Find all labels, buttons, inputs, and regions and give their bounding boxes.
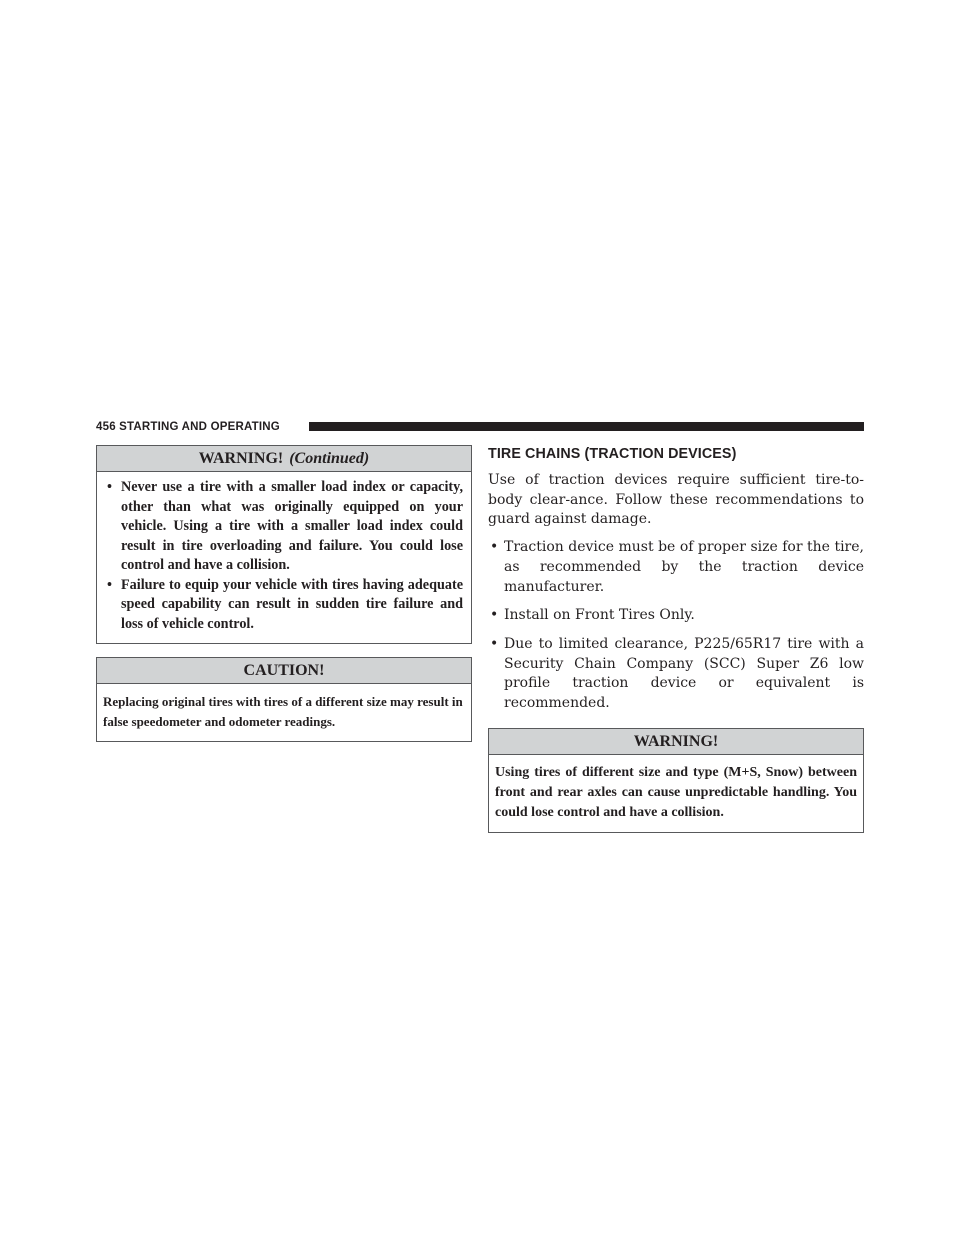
- list-item-text: Install on Front Tires Only.: [504, 607, 695, 624]
- warning-continued-body: [97, 472, 471, 643]
- bullet-icon: •: [490, 635, 499, 652]
- recommendation-list: [488, 538, 864, 714]
- caution-box: [96, 657, 472, 742]
- list-item: [106, 478, 463, 576]
- header-rule: [309, 422, 864, 431]
- list-item-text: Due to limited clearance, P225/65R17 tire with a Security Chain Company (SCC) Super Z6 low profile traction device or equivalent is recommended.: [504, 635, 864, 712]
- list-item: [106, 576, 463, 635]
- bullet-icon: •: [490, 607, 499, 624]
- warning-continued-list: [106, 478, 463, 634]
- left-column: [96, 445, 472, 742]
- caution-text: Replacing original tires with tires of a different size may result in false speedometer and odometer readings.: [103, 694, 463, 729]
- section-intro: Use of traction devices require sufficient tire-to-body clear-ance. Follow these recommendations to guard against damage.: [488, 472, 864, 528]
- warning-header: WARNING!: [489, 729, 863, 755]
- right-column: [488, 445, 864, 833]
- bullet-icon: •: [107, 576, 112, 593]
- page-header: [96, 419, 864, 435]
- list-item: [488, 538, 864, 597]
- warning-continued-box: [96, 445, 472, 644]
- section-title: TIRE CHAINS (TRACTION DEVICES): [488, 446, 737, 462]
- warning-text: Using tires of different size and type (M+S, Snow) between front and rear axles can cause unpredictable handling. You could lose control and have a collision.: [495, 764, 857, 820]
- caution-header: CAUTION!: [97, 658, 471, 684]
- warning-box: [488, 728, 864, 833]
- page-number-section: 456 STARTING AND OPERATING: [96, 421, 280, 433]
- warning-continued-header: [97, 446, 471, 472]
- list-item: [488, 606, 864, 626]
- warning-continued-subtitle: (Continued): [289, 450, 370, 467]
- warning-item-text: Never use a tire with a smaller load index or capacity, other than what was originally equipped on your vehicle. Using a tire with a smaller load index could result in tire overloading and failure. You could lose control and have a collision.: [121, 479, 463, 573]
- list-item-text: Traction device must be of proper size for the tire, as recommended by the traction device manufacturer.: [504, 539, 864, 595]
- warning-title: WARNING!: [198, 450, 284, 467]
- bullet-icon: •: [490, 539, 499, 556]
- bullet-icon: •: [107, 479, 112, 495]
- warning-item-text: Failure to equip your vehicle with tires having adequate speed capability can result in sudden tire failure and loss of vehicle control.: [121, 576, 463, 632]
- list-item: [488, 635, 864, 714]
